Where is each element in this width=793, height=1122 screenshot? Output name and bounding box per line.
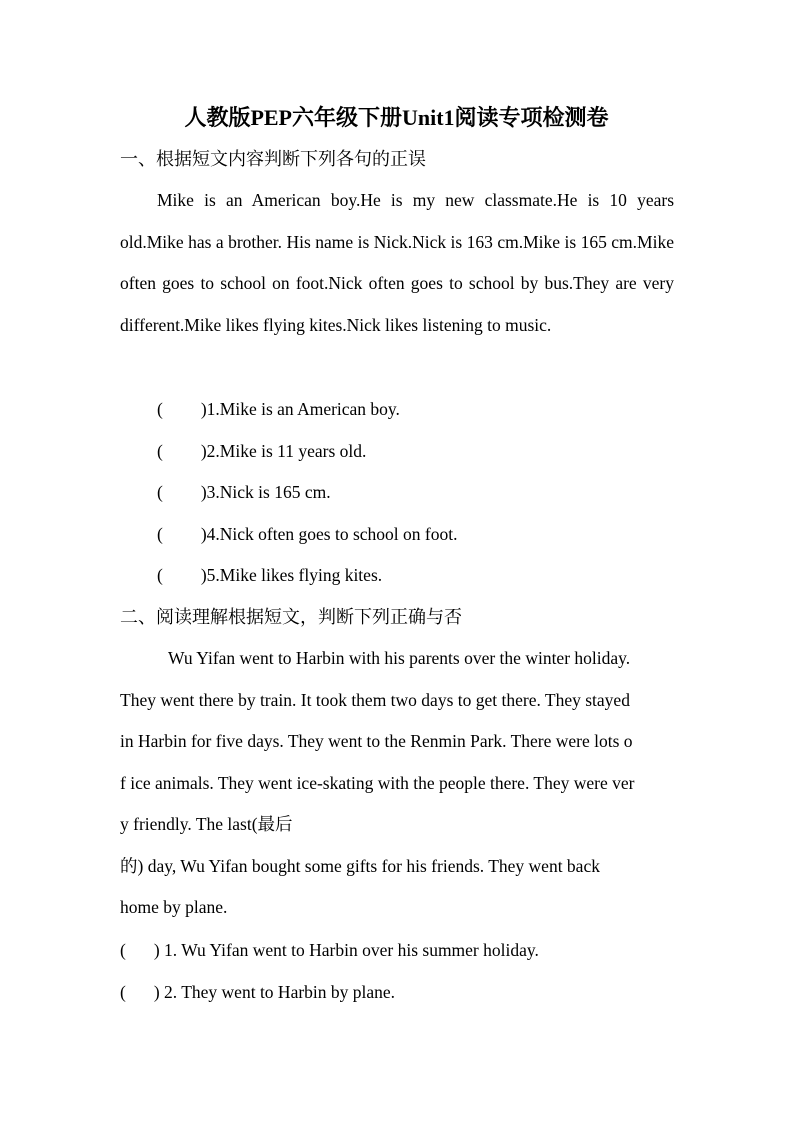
s1-question-2 [157,438,366,464]
page-title: 人教版PEP六年级下册Unit1阅读专项检测卷 [184,105,609,130]
s1-question-5 [157,562,382,588]
passage-line: f ice animals. They went ice-skating with the people there. They were ver [120,772,635,793]
s2-question-1 [120,937,539,963]
section1-heading: 一、根据短文内容判断下列各句的正误 [120,149,426,169]
answer-blank-close: ) [153,940,160,960]
question-text: 3.Nick is 165 cm. [206,482,331,502]
question-text: 5.Mike likes flying kites. [206,565,383,585]
answer-blank-close: ) [200,482,207,502]
question-text: 2. They went to Harbin by plane. [164,982,396,1002]
passage-line: They went there by train. It took them two days to get there. They stayed [120,689,630,710]
section2-passage [120,638,680,929]
answer-blank-open: ( [120,940,126,960]
passage-line: 的) day, Wu Yifan bought some gifts for his friends. They went back [120,855,600,876]
passage-line: Wu Yifan went to Harbin with his parents over the winter holiday. [168,648,631,668]
question-text: 1.Mike is an American boy. [206,399,400,419]
question-text: 4.Nick often goes to school on foot. [206,524,458,544]
answer-blank-open: ( [157,565,163,585]
question-text: 1. Wu Yifan went to Harbin over his summer holiday. [164,940,539,960]
s1-question-4 [157,521,457,547]
answer-blank-open: ( [157,524,163,544]
passage-line: in Harbin for five days. They went to the Renmin Park. There were lots o [120,731,633,751]
answer-blank-close: ) [200,399,207,419]
answer-blank-close: ) [200,524,207,544]
answer-blank-close: ) [200,565,207,585]
answer-blank-open: ( [120,982,126,1002]
s2-question-2 [120,979,395,1005]
section2-heading: 二、阅读理解根据短文，判断下列正确与否 [120,607,462,627]
question-text: 2.Mike is 11 years old. [206,441,367,461]
section1-passage [120,180,674,346]
passage-line: y friendly. The last(最后 [120,814,293,834]
answer-blank-open: ( [157,482,163,502]
answer-blank-open: ( [157,441,163,461]
passage-line: home by plane. [120,897,228,917]
answer-blank-close: ) [153,982,160,1002]
answer-blank-close: ) [200,441,207,461]
s1-question-1 [157,396,400,422]
s1-question-3 [157,479,331,505]
answer-blank-open: ( [157,399,163,419]
section1-passage-text: Mike is an American boy.He is my new classmate.He is 10 years old.Mike has a brother. His name is Nick.Nick is 163 cm.Mike is 165 cm.Mike often goes to school on foot.Nick often goes to school by bus.They are very different.Mike likes flying kites.Nick likes listening to music. [120,190,674,335]
